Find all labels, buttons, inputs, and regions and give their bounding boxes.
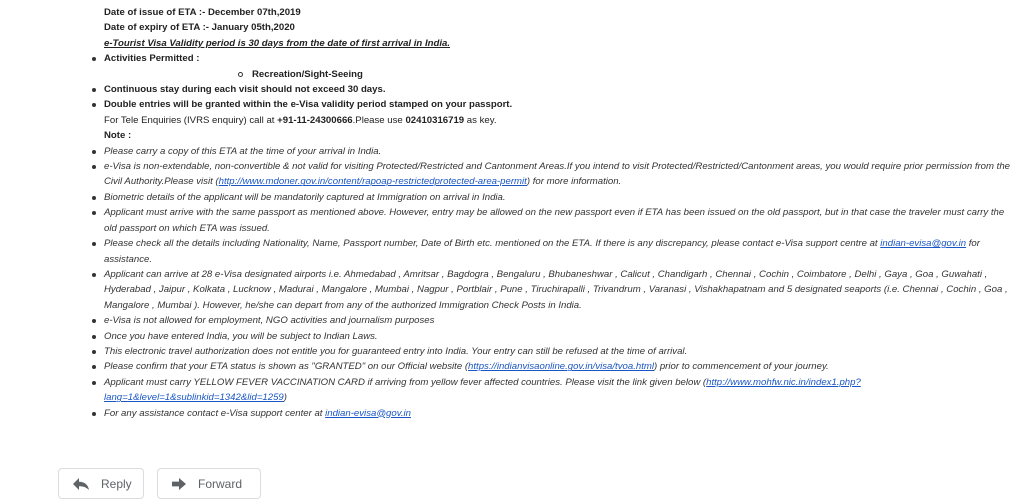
enquiry-middle: .Please use	[352, 114, 406, 126]
activities-sublist	[104, 67, 1014, 82]
activities-label: Activities Permitted :	[104, 53, 200, 65]
note-text: e-Visa is non-extendable, non-convertible & not valid for visiting Protected/Restricted and Cantonment Areas.If you intend to visit Protected/Restricted/Cantonment areas, you would require prior permission from the Civil Authority.Please visit (	[104, 161, 1011, 188]
note-text: ) for more information.	[526, 176, 622, 188]
official-website-link[interactable]: https://indianvisaonline.gov.in/visa/tvoa.html	[468, 361, 654, 373]
list-item: Please carry a copy of this ETA at the time of your arrival in India.	[0, 144, 1024, 159]
support-email-link[interactable]: indian-evisa@gov.in	[880, 238, 967, 250]
date-of-expiry: Date of expiry of ETA :- January 05th,2020	[104, 22, 295, 34]
email-actions	[58, 468, 261, 499]
list-item: Once you have entered India, you will be subject to Indian Laws.	[0, 329, 1024, 344]
list-item: Biometric details of the applicant will be mandatorily captured at Immigration on arrival in India.	[0, 190, 1024, 205]
enquiry-key: 02410316719	[405, 114, 465, 126]
note-label: Note :	[104, 130, 132, 142]
list-item: Double entries will be granted within the e-Visa validity period stamped on your passport.	[0, 97, 1024, 112]
note-text: For any assistance contact e-Visa support center at	[104, 407, 326, 419]
list-item: e-Visa is not allowed for employment, NGO activities and journalism purposes	[0, 313, 1024, 328]
forward-button[interactable]	[157, 468, 261, 499]
list-item: Continuous stay during each visit should not exceed 30 days.	[0, 82, 1024, 97]
email-body	[0, 5, 1024, 421]
note-text: ) prior to commencement of your journey.	[653, 361, 829, 373]
note-text: for assistance.	[104, 238, 980, 265]
list-item	[0, 375, 1024, 406]
tele-enquiry-line	[104, 113, 1024, 128]
forward-arrow-icon	[172, 478, 186, 490]
yellow-fever-link[interactable]: http://www.mohfw.nic.in/index1.php?lang=1&level=1&sublinkid=1342&lid=1259	[104, 376, 861, 404]
list-item	[0, 406, 1024, 421]
note-text: Applicant must carry YELLOW FEVER VACCINATION CARD if arriving from yellow fever affected countries. Please visit the link given below (	[104, 376, 707, 388]
list-item	[0, 51, 1024, 82]
validity-note: e-Tourist Visa Validity period is 30 days from the date of first arrival in India.	[104, 37, 450, 49]
note-text: Please confirm that your ETA status is shown as "GRANTED" on our Official website (	[104, 361, 469, 373]
list-item	[0, 159, 1024, 190]
list-item	[0, 359, 1024, 374]
enquiry-prefix: For Tele Enquiries (IVRS enquiry) call at	[104, 114, 278, 126]
list-item: Applicant must arrive with the same passport as mentioned above. However, entry may be allowed on the new passport even if ETA has been issued on the old passport, but in that case the traveler must carry the old passport on which ETA was issued.	[0, 205, 1024, 236]
support-center-email-link[interactable]: indian-evisa@gov.in	[325, 407, 411, 419]
list-item: Applicant can arrive at 28 e-Visa designated airports i.e. Ahmedabad , Amritsar , Bagdogra , Bengaluru , Bhubaneshwar , Calicut , Chandigarh , Chennai , Cochin , Coimbatore , Delhi , Gaya , Goa , Guwahati , Hyderabad , Jaipur , Kolkata , Lucknow , Madurai , Mangalore , Mumbai , Nagpur , Portblair , Pune , Tiruchirapalli , Trivandrum , Varanasi , Vishakhapatnam and 5 designated seaports (i.e. Chennai , Cochin , Goa , Mangalore , Mumbai ). However, he/she can depart from any of the authorized Immigration Check Posts in India.	[0, 267, 1024, 313]
forward-label: Forward	[198, 476, 243, 491]
list-item	[0, 236, 1024, 267]
reply-button[interactable]	[58, 468, 144, 499]
note-text: Please check all the details including Nationality, Name, Passport number, Date of Birth etc. mentioned on the ETA. If there is any discrepancy, please contact e-Visa support centre at	[104, 238, 881, 250]
list-item: This electronic travel authorization does not entitle you for guaranteed entry into India. Your entry can still be refused at the time of arrival.	[0, 344, 1024, 359]
main-conditions-list	[0, 51, 1024, 113]
date-of-issue: Date of issue of ETA :- December 07th,2019	[104, 7, 301, 18]
restricted-area-permit-link[interactable]: http://www.mdoner.gov.in/content/rapoap-restrictedprotected-area-permit	[218, 176, 527, 188]
enquiry-phone: +91-11-24300666	[277, 114, 353, 126]
note-text: )	[283, 392, 287, 404]
reply-label: Reply	[101, 476, 132, 491]
reply-arrow-icon	[73, 478, 89, 490]
list-item: Recreation/Sight-Seeing	[104, 67, 1014, 82]
notes-list	[0, 144, 1024, 421]
enquiry-suffix: as key.	[464, 114, 497, 126]
